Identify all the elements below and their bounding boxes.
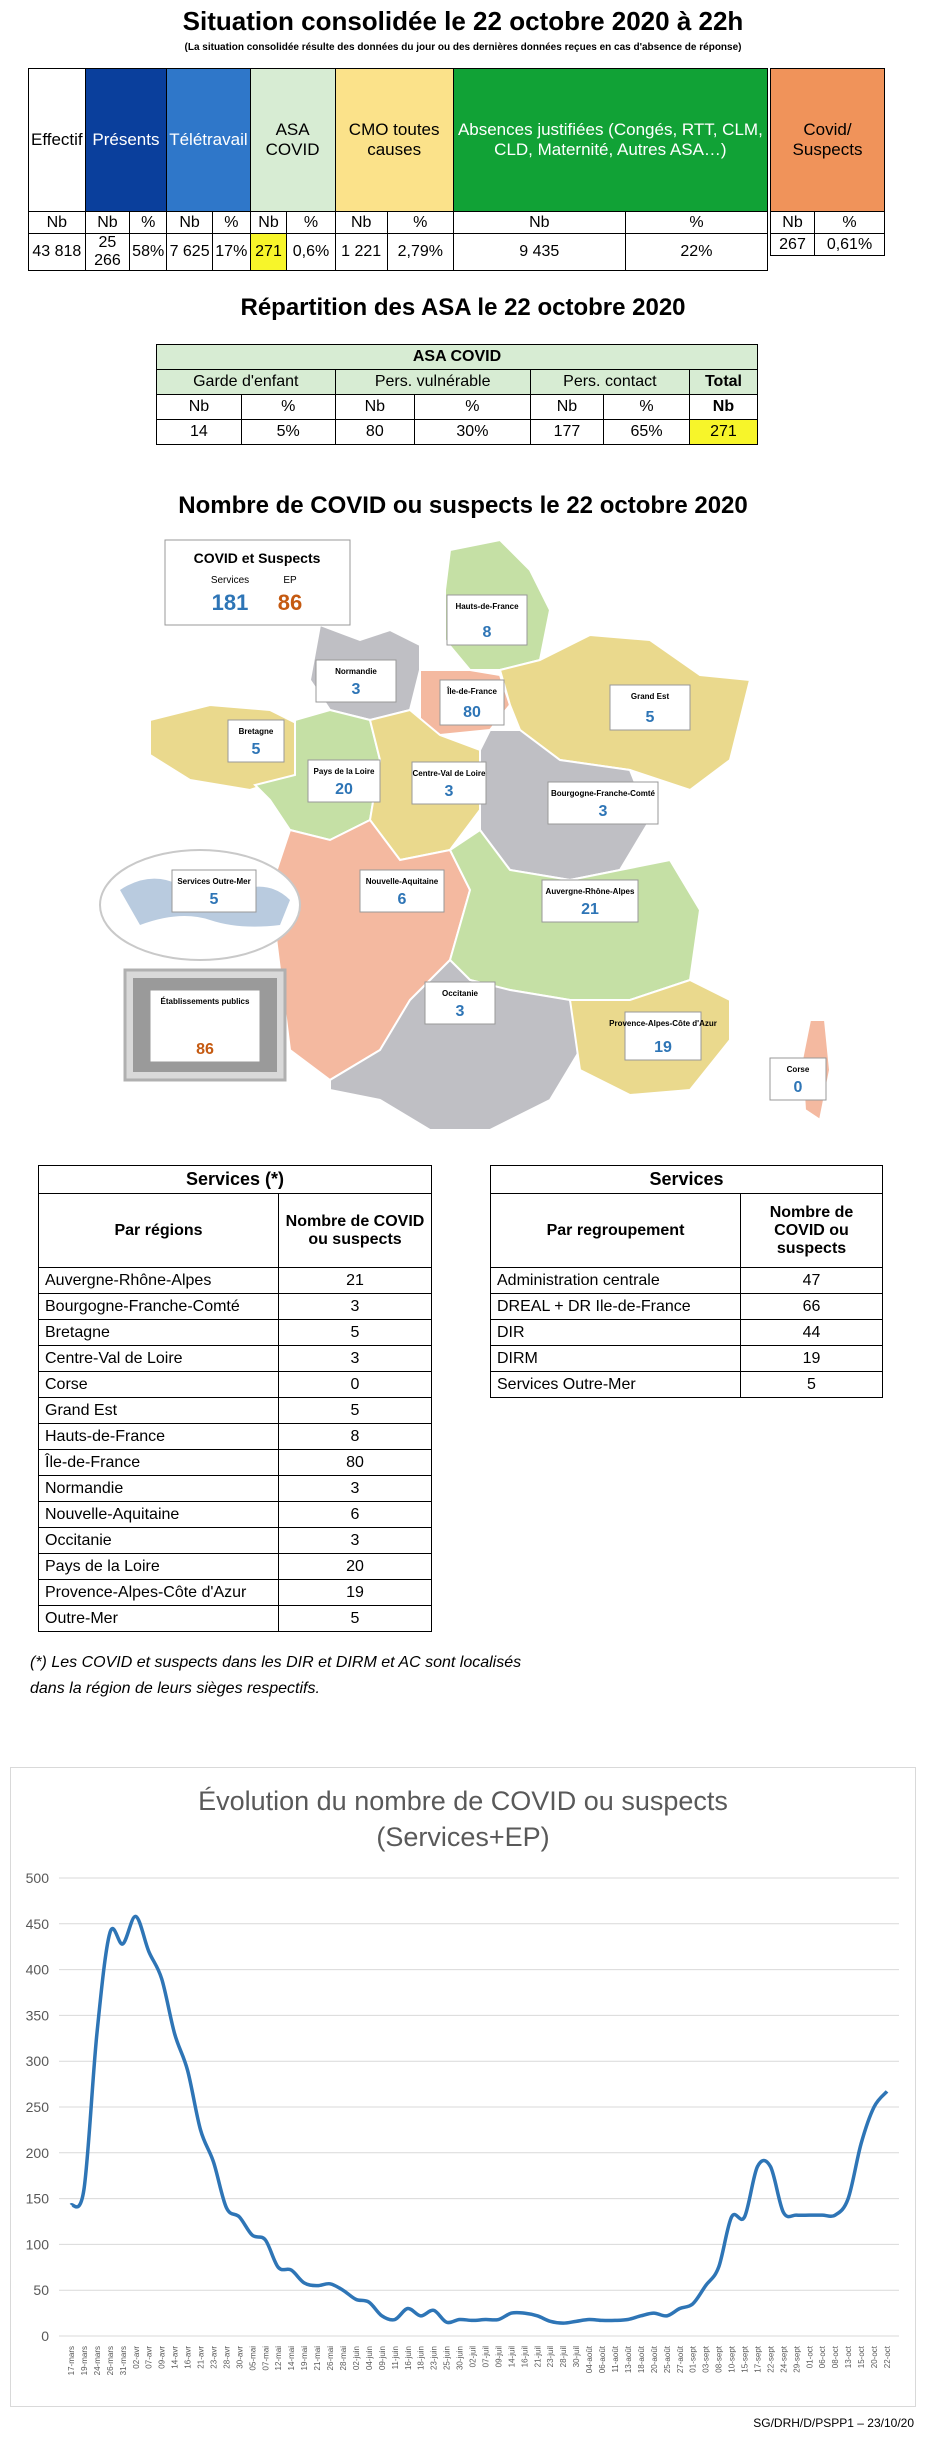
- map-region-value: 6: [397, 891, 407, 908]
- x-tick-label: 20-oct: [870, 2346, 880, 2369]
- services-col2-header: Nombre de COVID ou suspects: [279, 1194, 432, 1268]
- footnote: (*) Les COVID et suspects dans les DIR et DIRM et AC sont localisés dans la région de leurs sièges respectifs.: [30, 1654, 522, 1697]
- y-tick-label: 50: [33, 2282, 49, 2299]
- x-tick-label: 17-sept: [753, 2346, 763, 2373]
- value-cell: 58%: [130, 234, 167, 271]
- y-tick-label: 250: [25, 2099, 49, 2115]
- x-tick-label: 15-sept: [740, 2346, 750, 2373]
- subheader-cell: %: [387, 212, 453, 234]
- region-value: 3: [279, 1346, 432, 1372]
- x-tick-label: 16-avr: [183, 2346, 193, 2369]
- map-region-label: [542, 880, 638, 922]
- regroup-col1-header: Par regroupement: [491, 1194, 741, 1268]
- region-value: 21: [279, 1268, 432, 1294]
- subheader-cell: %: [625, 212, 767, 234]
- map-region-value: 3: [455, 1003, 465, 1020]
- group-label: DIRM: [491, 1346, 741, 1372]
- table-row: [39, 1398, 432, 1424]
- x-tick-label: 14-juil: [507, 2346, 517, 2368]
- situation-table: [28, 68, 768, 271]
- value-cell: 9 435: [453, 234, 625, 271]
- services-by-region-table: [38, 1165, 432, 1632]
- map-region-value: 3: [351, 681, 361, 698]
- region-value: 3: [279, 1294, 432, 1320]
- y-tick-label: 450: [25, 1915, 49, 1932]
- x-tick-label: 09-avr: [157, 2346, 167, 2369]
- y-tick-label: 0: [41, 2328, 49, 2344]
- x-tick-label: 30-juil: [572, 2346, 582, 2368]
- region-label: Pays de la Loire: [39, 1554, 279, 1580]
- x-tick-label: 22-sept: [766, 2346, 776, 2373]
- map-region-label: [412, 762, 486, 804]
- group-value: 19: [741, 1346, 883, 1372]
- region-label: Bourgogne-Franche-Comté: [39, 1294, 279, 1320]
- x-tick-label: 05-mai: [248, 2346, 258, 2371]
- x-tick-label: 19-mai: [300, 2346, 310, 2371]
- map-region-name: Centre-Val de Loire: [412, 769, 486, 778]
- map-region-value: 80: [463, 704, 481, 721]
- header-covid-suspects: Covid/ Suspects: [771, 69, 885, 212]
- map-region-value: 0: [793, 1079, 803, 1096]
- region-value: 80: [279, 1450, 432, 1476]
- map-region-label: [447, 595, 527, 645]
- region-label: Provence-Alpes-Côte d'Azur: [39, 1580, 279, 1606]
- subheader-cell: Nb: [335, 395, 414, 420]
- x-tick-label: 27-août: [675, 2346, 685, 2374]
- value-cell: 14: [157, 420, 242, 445]
- subheader-cell: %: [212, 212, 250, 234]
- subheader-cell: %: [130, 212, 167, 234]
- x-tick-label: 24-sept: [779, 2346, 789, 2373]
- map-region-label: [150, 990, 260, 1062]
- x-tick-label: 16-juin: [403, 2346, 413, 2371]
- x-tick-label: 21-avr: [196, 2346, 206, 2369]
- x-tick-label: 26-mars: [105, 2346, 115, 2376]
- subheader-cell: %: [241, 395, 335, 420]
- map-region-label: [316, 660, 396, 702]
- x-tick-label: 13-oct: [844, 2346, 854, 2369]
- map-region-name: Établissements publics: [160, 997, 250, 1006]
- map-legend-title: COVID et Suspects: [193, 550, 321, 566]
- table-row: [491, 1268, 883, 1294]
- x-tick-label: 02-juil: [468, 2346, 478, 2368]
- region-label: Centre-Val de Loire: [39, 1346, 279, 1372]
- y-tick-label: 150: [25, 2190, 49, 2207]
- map-region-value: 5: [209, 891, 219, 908]
- subheader-cell: %: [287, 212, 335, 234]
- asa-group-header: ASA COVID: [157, 345, 758, 370]
- value-cell: 7 625: [167, 234, 213, 271]
- subheader-cell: Nb: [157, 395, 242, 420]
- value-cell: 177: [530, 420, 603, 445]
- map-region-label: [609, 1012, 717, 1060]
- region-value: 5: [279, 1606, 432, 1632]
- group-label: Administration centrale: [491, 1268, 741, 1294]
- page-title: Situation consolidée le 22 octobre 2020 à 22h: [182, 6, 744, 36]
- map-region-name: Auvergne-Rhône-Alpes: [545, 887, 635, 896]
- x-tick-label: 28-avr: [222, 2346, 232, 2369]
- map-region-name: Grand Est: [630, 692, 670, 701]
- map-region-value: 3: [444, 783, 454, 800]
- x-tick-label: 23-juil: [546, 2346, 556, 2368]
- subheader-cell: Nb: [335, 212, 387, 234]
- value-cell-highlight: 271: [250, 234, 287, 271]
- x-tick-label: 14-mai: [287, 2346, 297, 2371]
- region-label: Nouvelle-Aquitaine: [39, 1502, 279, 1528]
- evolution-chart: [11, 1768, 915, 2406]
- x-tick-label: 03-sept: [701, 2346, 711, 2373]
- region-label: Occitanie: [39, 1528, 279, 1554]
- subheader-cell: Nb: [453, 212, 625, 234]
- services-by-group-table: [490, 1165, 883, 1398]
- header-asa-covid: ASA COVID: [250, 69, 335, 212]
- region-label: Normandie: [39, 1476, 279, 1502]
- map-region-label: [360, 870, 444, 912]
- map-region-label: [172, 870, 256, 912]
- group-label: DREAL + DR Ile-de-France: [491, 1294, 741, 1320]
- series-line: [71, 1916, 887, 2323]
- value-cell: 80: [335, 420, 414, 445]
- table-row: [491, 1320, 883, 1346]
- subheader-cell: Nb: [530, 395, 603, 420]
- france-map: [90, 530, 870, 1140]
- map-region-label: [425, 982, 495, 1024]
- subheader-cell: %: [604, 395, 690, 420]
- subheader-cell: Nb: [250, 212, 287, 234]
- region-label: Île-de-France: [39, 1450, 279, 1476]
- value-cell: 65%: [604, 420, 690, 445]
- map-legend-services-value: 181: [211, 590, 249, 615]
- x-tick-label: 17-mars: [67, 2346, 76, 2376]
- x-tick-label: 09-juil: [494, 2346, 504, 2368]
- region-value: 5: [279, 1320, 432, 1346]
- x-tick-label: 07-mai: [261, 2346, 271, 2371]
- table-row: [39, 1606, 432, 1632]
- header-presents: Présents: [85, 69, 167, 212]
- subheader-cell: Nb: [167, 212, 213, 234]
- x-tick-label: 15-oct: [857, 2346, 867, 2369]
- x-tick-label: 11-août: [611, 2346, 620, 2373]
- x-tick-label: 14-avr: [170, 2346, 180, 2369]
- table-row: [39, 1346, 432, 1372]
- region-label: Bretagne: [39, 1320, 279, 1346]
- x-tick-label: 02-avr: [131, 2346, 141, 2369]
- subheader-cell: %: [415, 395, 531, 420]
- table-row: [39, 1554, 432, 1580]
- value-cell: 30%: [415, 420, 531, 445]
- x-tick-label: 06-août: [598, 2346, 608, 2374]
- covid-suspects-table: [770, 68, 885, 256]
- map-region-label: [770, 1058, 826, 1100]
- chart-frame: [10, 1767, 916, 2407]
- map-legend-ep-value: 86: [277, 590, 303, 615]
- x-tick-label: 20-août: [649, 2346, 659, 2374]
- asa-category: Garde d'enfant: [157, 370, 336, 395]
- x-tick-label: 28-mai: [339, 2346, 348, 2371]
- map-region-value: 20: [335, 781, 353, 798]
- map-region-name: Nouvelle-Aquitaine: [365, 877, 439, 886]
- map-legend-services-label: Services: [210, 575, 250, 586]
- x-tick-label: 31-mars: [118, 2346, 128, 2376]
- x-tick-label: 21-juil: [533, 2346, 543, 2368]
- map-region-name: Bretagne: [238, 727, 274, 736]
- value-cell: 267: [771, 234, 815, 256]
- map-region-label: [308, 760, 380, 802]
- y-tick-label: 300: [25, 2053, 49, 2070]
- page-subtitle: (La situation consolidée résulte des données du jour ou des dernières données reçues en cas d'absence de réponse): [184, 42, 742, 53]
- asa-title: Répartition des ASA le 22 octobre 2020: [240, 294, 686, 321]
- table-row: [491, 1346, 883, 1372]
- value-cell: 5%: [241, 420, 335, 445]
- y-tick-label: 500: [25, 1870, 49, 1886]
- table-row: [39, 1320, 432, 1346]
- region-value: 0: [279, 1372, 432, 1398]
- x-tick-label: 08-oct: [831, 2346, 841, 2369]
- map-region-value: 19: [654, 1039, 672, 1056]
- region-value: 19: [279, 1580, 432, 1606]
- x-tick-label: 11-juin: [390, 2346, 400, 2370]
- value-cell: 43 818: [29, 234, 86, 271]
- map-region-name: Hauts-de-France: [455, 602, 519, 611]
- table-row: [39, 1450, 432, 1476]
- table-row: [39, 1476, 432, 1502]
- value-cell: 17%: [212, 234, 250, 271]
- subheader-cell: Nb: [85, 212, 130, 234]
- map-region-name: Occitanie: [441, 989, 479, 998]
- x-tick-label: 09-juin: [377, 2346, 387, 2371]
- x-tick-label: 13-août: [623, 2346, 633, 2374]
- regroup-table-title: Services: [491, 1166, 883, 1194]
- value-cell-highlight: 271: [689, 420, 757, 445]
- x-tick-label: 10-sept: [727, 2346, 737, 2373]
- y-tick-label: 100: [25, 2236, 49, 2253]
- map-region-name: Services Outre-Mer: [177, 877, 251, 886]
- region-label: Outre-Mer: [39, 1606, 279, 1632]
- y-tick-label: 350: [25, 2007, 49, 2024]
- asa-table: [156, 344, 758, 445]
- x-tick-label: 26-mai: [326, 2346, 336, 2371]
- header-absences: Absences justifiées (Congés, RTT, CLM, CLD, Maternité, Autres ASA…): [453, 69, 767, 212]
- map-region-value: 5: [645, 709, 655, 726]
- x-tick-label: 16-juil: [520, 2346, 530, 2368]
- region-value: 20: [279, 1554, 432, 1580]
- map-region-label: [228, 720, 284, 762]
- services-col1-header: Par régions: [39, 1194, 279, 1268]
- x-tick-label: 06-oct: [818, 2346, 828, 2369]
- table-row: [39, 1372, 432, 1398]
- map-title: Nombre de COVID ou suspects le 22 octobre 2020: [178, 492, 748, 519]
- map-region-value: 21: [581, 901, 599, 918]
- x-tick-label: 28-juil: [559, 2346, 569, 2368]
- table-row: [39, 1502, 432, 1528]
- table-row: [39, 1528, 432, 1554]
- x-tick-label: 07-juil: [481, 2346, 491, 2368]
- map-region-value: 8: [482, 624, 492, 641]
- map-region-value: 86: [196, 1041, 214, 1058]
- x-tick-label: 23-juin: [429, 2346, 439, 2371]
- table-row: [39, 1268, 432, 1294]
- group-value: 5: [741, 1372, 883, 1398]
- map-region-value: 3: [598, 803, 608, 820]
- table-row: [491, 1372, 883, 1398]
- map-region-name: Corse: [786, 1065, 810, 1074]
- value-cell: 22%: [625, 234, 767, 271]
- region-label: Grand Est: [39, 1398, 279, 1424]
- x-tick-label: 02-juin: [351, 2346, 361, 2371]
- x-tick-label: 19-mars: [79, 2346, 89, 2376]
- x-tick-label: 04-juin: [364, 2346, 374, 2371]
- table-row: [39, 1580, 432, 1606]
- map-legend-ep-label: EP: [283, 575, 297, 586]
- map-region-name: Bourgogne-Franche-Comté: [551, 789, 655, 798]
- asa-category: Pers. contact: [530, 370, 689, 395]
- x-tick-label: 30-juin: [455, 2346, 465, 2371]
- chart-title: Évolution du nombre de COVID ou suspects (Services+EP): [198, 1786, 728, 1852]
- region-value: 3: [279, 1528, 432, 1554]
- x-tick-label: 01-sept: [688, 2346, 698, 2373]
- x-tick-label: 25-août: [662, 2346, 672, 2374]
- map-region-name: Île-de-France: [447, 687, 497, 696]
- x-tick-label: 21-mai: [313, 2346, 323, 2371]
- map-region-name: Pays de la Loire: [313, 767, 375, 776]
- group-value: 47: [741, 1268, 883, 1294]
- x-tick-label: 18-juin: [416, 2346, 426, 2371]
- subheader-cell: Nb: [29, 212, 86, 234]
- x-tick-label: 04-août: [585, 2346, 595, 2374]
- x-tick-label: 25-juin: [442, 2346, 452, 2371]
- region-value: 6: [279, 1502, 432, 1528]
- value-cell: 2,79%: [387, 234, 453, 271]
- x-tick-label: 30-avr: [235, 2346, 245, 2369]
- region-label: Auvergne-Rhône-Alpes: [39, 1268, 279, 1294]
- subheader-cell: %: [815, 212, 885, 234]
- header-teletravail: Télétravail: [167, 69, 250, 212]
- x-tick-label: 18-août: [636, 2346, 646, 2374]
- table-row: [39, 1424, 432, 1450]
- x-tick-label: 07-avr: [144, 2346, 154, 2369]
- header-cmo: CMO toutes causes: [335, 69, 453, 212]
- group-value: 66: [741, 1294, 883, 1320]
- region-value: 8: [279, 1424, 432, 1450]
- x-tick-label: 24-mars: [92, 2346, 102, 2376]
- regroup-col2-header: Nombre de COVID ou suspects: [741, 1194, 883, 1268]
- value-cell: 1 221: [335, 234, 387, 271]
- map-region-label: [440, 680, 504, 725]
- table-row: [39, 1294, 432, 1320]
- x-tick-label: 29-sept: [792, 2346, 802, 2373]
- asa-category: Pers. vulnérable: [335, 370, 530, 395]
- x-tick-label: 08-sept: [714, 2346, 724, 2373]
- header-effectif: Effectif: [29, 69, 86, 212]
- value-cell: 0,6%: [287, 234, 335, 271]
- map-region-label: [548, 782, 658, 824]
- region-value: 3: [279, 1476, 432, 1502]
- asa-category-total: Total: [689, 370, 757, 395]
- x-tick-label: 22-oct: [883, 2346, 892, 2369]
- table-row: [491, 1294, 883, 1320]
- x-tick-label: 01-oct: [805, 2346, 815, 2369]
- map-region-label: [610, 685, 690, 730]
- group-value: 44: [741, 1320, 883, 1346]
- value-cell: 0,61%: [815, 234, 885, 256]
- subheader-cell: Nb: [689, 395, 757, 420]
- x-tick-label: 12-mai: [274, 2346, 284, 2371]
- value-cell: 25 266: [85, 234, 130, 271]
- group-label: DIR: [491, 1320, 741, 1346]
- region-value: 5: [279, 1398, 432, 1424]
- y-tick-label: 200: [25, 2144, 49, 2161]
- region-label: Corse: [39, 1372, 279, 1398]
- x-tick-label: 23-avr: [209, 2346, 219, 2369]
- subheader-cell: Nb: [771, 212, 815, 234]
- region-label: Hauts-de-France: [39, 1424, 279, 1450]
- map-region-name: Normandie: [335, 667, 377, 676]
- services-table-title: Services (*): [39, 1166, 432, 1194]
- map-region-value: 5: [251, 741, 261, 758]
- map-region-name: Provence-Alpes-Côte d'Azur: [609, 1019, 717, 1028]
- y-tick-label: 400: [25, 1961, 49, 1978]
- group-label: Services Outre-Mer: [491, 1372, 741, 1398]
- signature: SG/DRH/D/PSPP1 – 23/10/20: [753, 2416, 914, 2430]
